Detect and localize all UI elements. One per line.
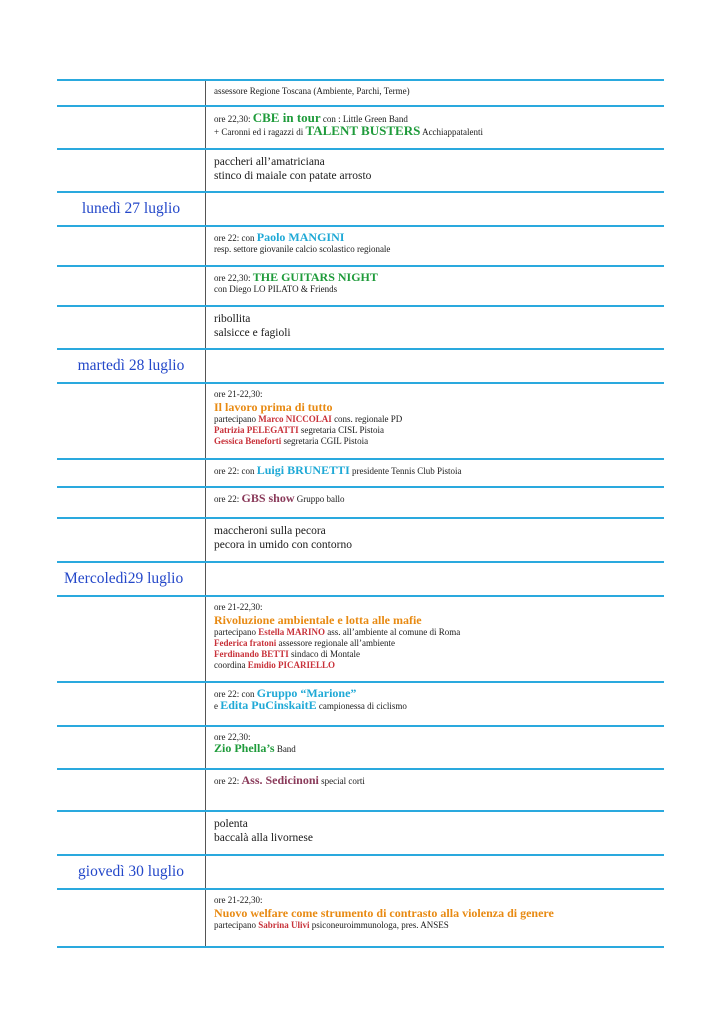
participant-name: Marco NICCOLAI [258, 414, 332, 424]
event-cell [206, 192, 665, 226]
day-cell [57, 596, 206, 682]
day-label: giovedì 30 luglio [57, 855, 206, 889]
participant-name: Sabrina Ulivi [258, 920, 310, 930]
participant: Patrizia PELEGATTI segretaria CISL Pistoia [214, 425, 384, 435]
menu-item: ribollita [214, 313, 251, 325]
table-row [57, 596, 664, 682]
event-line: con Diego LO PILATO & Friends [214, 284, 338, 294]
event-cell [206, 562, 665, 596]
event-cell [206, 80, 665, 106]
table-row [57, 459, 664, 487]
event-title: Edita PuCinskaitE [220, 698, 317, 712]
menu-cell [206, 149, 665, 192]
day-row [57, 192, 664, 226]
table-row [57, 226, 664, 266]
day-label: martedì 28 luglio [57, 349, 206, 383]
event-line: ore 22: con Luigi BRUNETTI presidente Tennis Club Pistoia [214, 463, 462, 477]
day-cell [57, 518, 206, 562]
event-cell [206, 596, 665, 682]
event-line: + Caronni ed i ragazzi di TALENT BUSTERS Acchiappatalenti [214, 123, 484, 138]
participant-name: Federica fratoni [214, 638, 277, 648]
event-title: Gruppo “Marione” [256, 686, 357, 700]
table-row [57, 726, 664, 769]
event-title: Nuovo welfare come strumento di contrasto alla violenza di genere [214, 906, 554, 920]
day-cell [57, 811, 206, 855]
participant: Federica fratoni assessore regionale all’ambiente [214, 638, 395, 648]
participant: partecipano Estella MARINO ass. all’ambiente al comune di Roma [214, 627, 461, 637]
table-row [57, 266, 664, 306]
participant: partecipano Marco NICCOLAI cons. regionale PD [214, 414, 403, 424]
event-title: TALENT BUSTERS [305, 123, 421, 138]
day-cell [57, 306, 206, 349]
participant: partecipano Sabrina Ulivi psiconeuroimmunologa, pres. ANSES [214, 920, 449, 930]
day-label: lunedì 27 luglio [57, 192, 206, 226]
event-cell [206, 383, 665, 459]
event-line: ore 22: Ass. Sedicinoni special corti [214, 773, 365, 787]
event-cell [206, 855, 665, 889]
event-cell [206, 106, 665, 149]
day-cell [57, 726, 206, 769]
menu-item: salsicce e fagioli [214, 327, 291, 339]
menu-cell [206, 811, 665, 855]
table-row [57, 383, 664, 459]
event-cell [206, 769, 665, 811]
table-row [57, 106, 664, 149]
event-cell [206, 459, 665, 487]
event-time: ore 21-22,30: [214, 602, 263, 612]
event-cell [206, 726, 665, 769]
participant-name: Emidio PICARIELLO [247, 660, 336, 670]
menu-item: pecora in umido con contorno [214, 539, 352, 551]
table-row [57, 306, 664, 349]
day-cell [57, 149, 206, 192]
table-row [57, 518, 664, 562]
day-cell [57, 80, 206, 106]
event-cell [206, 682, 665, 726]
event-title: GBS show [241, 491, 295, 505]
day-cell [57, 769, 206, 811]
event-title: THE GUITARS NIGHT [252, 270, 378, 284]
menu-cell [206, 306, 665, 349]
menu-item: stinco di maiale con patate arrosto [214, 170, 372, 182]
day-cell [57, 106, 206, 149]
day-row [57, 562, 664, 596]
participant-name: Ferdinando BETTI [214, 649, 289, 659]
day-cell [57, 487, 206, 518]
menu-item: baccalà alla livornese [214, 832, 313, 844]
table-row [57, 811, 664, 855]
day-row [57, 349, 664, 383]
day-cell [57, 889, 206, 947]
table-row [57, 149, 664, 192]
participant-name: Gessica Beneforti [214, 436, 282, 446]
event-title: Ass. Sedicinoni [241, 773, 319, 787]
event-title: Paolo MANGINI [256, 230, 345, 244]
event-title: Luigi BRUNETTI [256, 463, 350, 477]
event-time: ore 21-22,30: [214, 389, 263, 399]
table-row [57, 80, 664, 106]
participant: Ferdinando BETTI sindaco di Montale [214, 649, 361, 659]
event-title: Il lavoro prima di tutto [214, 400, 333, 414]
event-cell [206, 226, 665, 266]
day-cell [57, 459, 206, 487]
event-line: ore 22: con Gruppo “Marione” [214, 686, 357, 700]
event-line: ore 22,30: CBE in tour con : Little Green Band [214, 110, 408, 125]
day-cell [57, 226, 206, 266]
day-cell [57, 266, 206, 306]
table-row [57, 487, 664, 518]
day-cell [57, 682, 206, 726]
participant: coordina Emidio PICARIELLO [214, 660, 336, 670]
event-line: ore 22: con Paolo MANGINI [214, 230, 345, 244]
menu-item: polenta [214, 818, 248, 830]
event-time: ore 22,30: [214, 732, 251, 742]
day-label: Mercoledì29 luglio [57, 562, 206, 596]
menu-item: maccheroni sulla pecora [214, 525, 326, 537]
menu-item: paccheri all’amatriciana [214, 156, 325, 168]
day-row [57, 855, 664, 889]
event-time: ore 21-22,30: [214, 895, 263, 905]
event-title: Rivoluzione ambientale e lotta alle mafie [214, 613, 422, 627]
event-line: ore 22,30: THE GUITARS NIGHT [214, 270, 378, 284]
event-cell [206, 487, 665, 518]
event-line: resp. settore giovanile calcio scolastico regionale [214, 244, 391, 254]
event-line: Zio Phella’s Band [214, 741, 296, 755]
participant-name: Patrizia PELEGATTI [214, 425, 299, 435]
table-row [57, 682, 664, 726]
event-cell [206, 266, 665, 306]
event-line: ore 22: GBS show Gruppo ballo [214, 491, 345, 505]
event-cell [206, 349, 665, 383]
event-title: Zio Phella’s [214, 741, 275, 755]
event-line: e Edita PuCinskaitE campionessa di ciclismo [214, 698, 407, 712]
menu-cell [206, 518, 665, 562]
table-row [57, 889, 664, 947]
schedule-table [57, 79, 664, 948]
participant: Gessica Beneforti segretaria CGIL Pistoia [214, 436, 369, 446]
event-title: CBE in tour [252, 110, 321, 125]
event-cell [206, 889, 665, 947]
day-cell [57, 383, 206, 459]
table-row [57, 769, 664, 811]
participant-name: Estella MARINO [258, 627, 325, 637]
event-text: assessore Regione Toscana (Ambiente, Parchi, Terme) [214, 86, 410, 96]
